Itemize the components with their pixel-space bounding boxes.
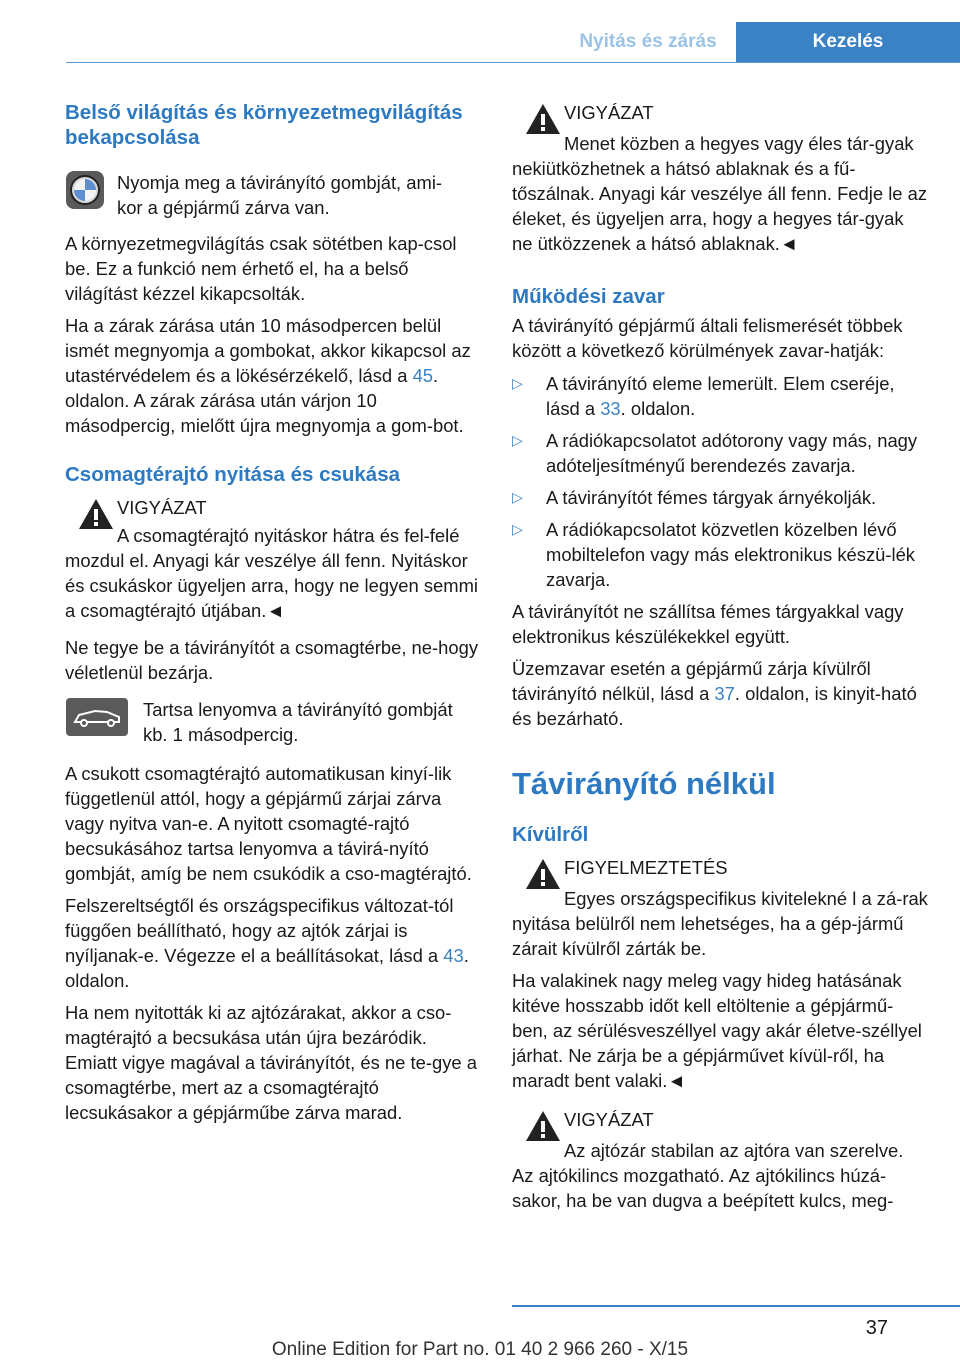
warning-title: FIGYELMEZTETÉS [564, 857, 728, 878]
bmw-button-text: Nyomja meg a távirányító gombját, ami‐kor a gépjármű zárva van. [117, 172, 443, 218]
paragraph: Ha nem nyitották ki az ajtózárakat, akkor a cso‐magtérajtó a becsukása után újra bezáródik. Emiatt vigye magával a távirányítót, és ne te‐gye a csomagtérbe, mert az a csomagtérajtó lecsukásakor a gépjárműbe zárva marad. [65, 1002, 477, 1123]
warning-text: A csomagtérajtó nyitáskor hátra és fel‐felé mozdul el. Anyagi kár veszélye áll fenn. Nyitáskor és csukáskor ügyeljen arra, hogy ne legyen semmi a csomagtérajtó útjában.◄ [65, 525, 478, 621]
page-link[interactable]: 43 [443, 945, 464, 966]
page-rule [512, 1305, 960, 1307]
header-section-tab: Nyitás és zárás [579, 31, 717, 52]
warning-title: VIGYÁZAT [564, 102, 654, 123]
warning-block [65, 495, 479, 623]
warning-icon [512, 1107, 564, 1157]
paragraph: Ha a zárak zárása után 10 másodpercen belül ismét megnyomja a gombokat, akkor kikapcsol az utastérvédelem és a lökésérzékelő, lásd a 45. oldalon. A zárak zárása után várjon 10 másodpercig, mielőtt újra megnyomja a gom‐bot. [65, 315, 471, 436]
page-link[interactable]: 45 [412, 365, 434, 386]
left-column [65, 100, 479, 1125]
warning-text: Az ajtózár stabilan az ajtóra van szerelve. Az ajtókilincs mozgatható. Az ajtókilincs húzá‐sakor, ha be van dugva a beépített kulcs, meg‐ [512, 1140, 904, 1211]
bullet-icon: ▷ [512, 432, 523, 448]
warning-icon [65, 495, 117, 545]
paragraph: Ne tegye be a távirányítót a csomagtérbe, ne‐hogy véletlenül bezárja. [65, 637, 479, 683]
right-column [512, 100, 928, 1213]
trunk-button-instruction [65, 697, 479, 747]
list-item: ▷ A rádiókapcsolatot közvetlen közelben lévő mobiltelefon vagy más elektronikus készü‐lék zavarja. [512, 519, 915, 590]
paragraph: Felszereltségtől és országspecifikus változat‐tól függően beállítható, hogy az ajtók zárjai is nyíljanak-e. Végezze el a beállításokat, lásd a 43. oldalon. [65, 895, 469, 991]
heading-outside: Kívülről [512, 823, 589, 846]
paragraph: A távirányító gépjármű általi felismerését többek között a következő körülmények zavar‐hatják: [512, 315, 903, 361]
warning-block [512, 855, 928, 961]
warning-icon [512, 855, 564, 905]
trunk-button-icon [65, 697, 143, 747]
page-link[interactable]: 33 [600, 398, 621, 419]
warning-block [512, 1107, 928, 1213]
heading-malfunction: Működési zavar [512, 285, 665, 308]
bullet-icon: ▷ [512, 375, 523, 391]
paragraph: Üzemzavar esetén a gépjármű zárja kívülről távirányító nélkül, lásd a 37. oldalon, is kinyit‐ható és bezárható. [512, 658, 917, 729]
warning-block [512, 100, 928, 256]
heading-trunk: Csomagtérajtó nyitása és csukása [65, 463, 400, 486]
paragraph: A csukott csomagtérajtó automatikusan kinyí‐lik függetlenül attól, hogy a gépjármű zárjai zárva vagy nyitva van-e. A nyitott csomagté‐rajtó becsukásához tartsa lenyomva a távirá‐nyító gombját, amíg be nem csukódik a cso‐magtérajtó. [65, 763, 472, 884]
page-number: 37 [865, 1317, 888, 1339]
trunk-button-text: Tartsa lenyomva a távirányító gombját kb. 1 másodpercig. [143, 699, 453, 745]
paragraph: Ha valakinek nagy meleg vagy hideg hatásának kitéve hosszabb időt kell eltöltenie a gépjármű‐ben, az sérülésveszéllyel vagy akár életve‐széllyel járhat. Ne zárja be a gépjárművet kívül‐ről, ha maradt bent valaki.◄ [512, 970, 922, 1091]
page-link[interactable]: 37 [714, 683, 735, 704]
paragraph: A környezetmegvilágítás csak sötétben kap‐csol be. Ez a funkció nem érhető el, ha a belső világítást kézzel kikapcsolták. [65, 233, 457, 304]
bmw-button-instruction [65, 170, 479, 220]
footer-edition: Online Edition for Part no. 01 40 2 966 260 - X/15 [271, 1339, 689, 1360]
heading-interior-lighting: Belső világítás és környezetmegvilágítás bekapcsolása [65, 101, 463, 149]
paragraph: A távirányítót ne szállítsa fémes tárgyakkal vagy elektronikus készülékekkel együtt. [512, 601, 904, 647]
malfunction-list [512, 371, 928, 592]
heading-without-remote: Távirányító nélkül [512, 766, 776, 801]
warning-title: VIGYÁZAT [564, 1109, 654, 1130]
list-item: ▷ A távirányítót fémes tárgyak árnyékolják. [512, 487, 877, 508]
bmw-button-icon [65, 170, 117, 220]
warning-title: VIGYÁZAT [117, 497, 207, 518]
bullet-icon: ▷ [512, 521, 523, 537]
warning-text: Egyes országspecifikus kivitelekné l a zá‐rak nyitása belülről nem lehetséges, ha a gép‐jármű zárait kívülről zárták be. [512, 888, 928, 959]
list-item: ▷ A távirányító eleme lemerült. Elem cseréje, lásd a 33. oldalon. [512, 373, 895, 419]
list-item: ▷ A rádiókapcsolatot adótorony vagy más, nagy adóteljesítményű berendezés zavarja. [512, 430, 918, 476]
bullet-icon: ▷ [512, 489, 523, 505]
header-chapter-tab: Kezelés [736, 22, 960, 62]
header-rule [66, 62, 960, 63]
warning-text: Menet közben a hegyes vagy éles tár‐gyak nekiütközhetnek a hátsó ablaknak és a fű‐tőszálnak. Anyagi kár veszélye áll fenn. Fedje le az éleket, és ügyeljen arra, hogy a hegyes tár‐gyak ne ütközzenek a hátsó ablaknak.◄ [512, 133, 928, 254]
warning-icon [512, 100, 564, 150]
